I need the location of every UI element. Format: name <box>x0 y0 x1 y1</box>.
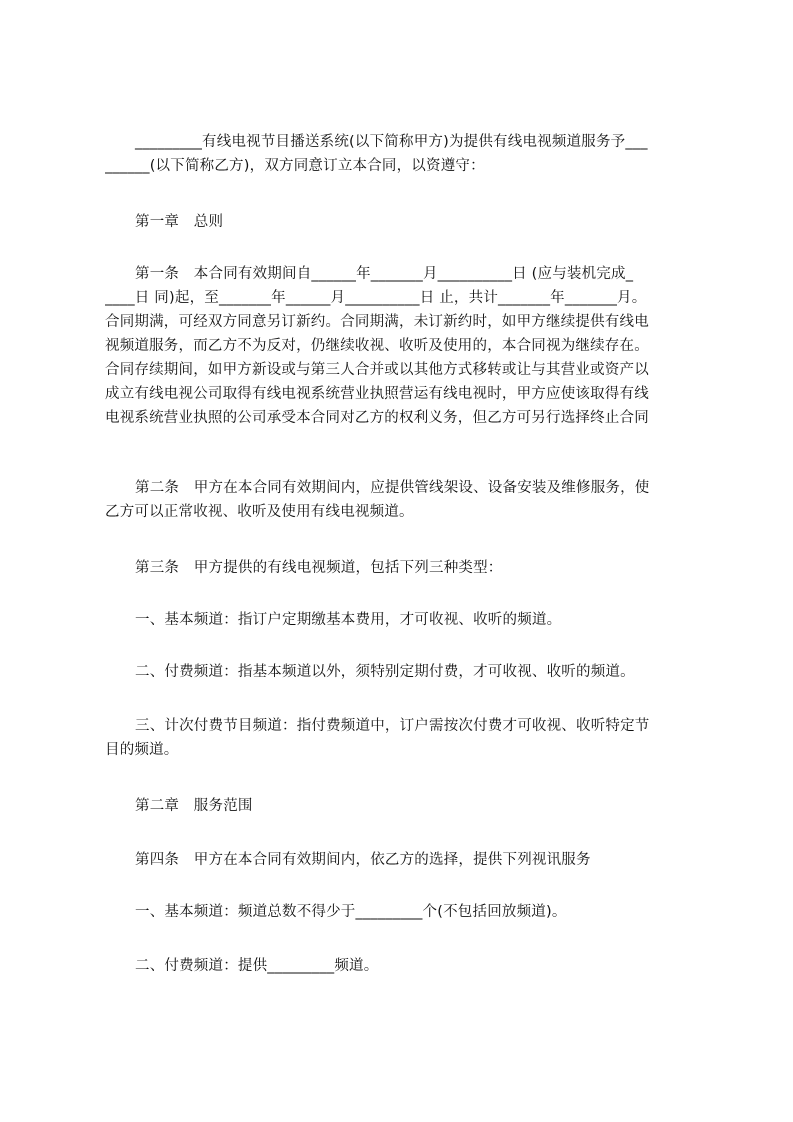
article-1-line: 视频道服务，而乙方不为反对，仍继续收视、收听及使用的，本合同视为继续存在。 <box>105 338 649 354</box>
item-ppv-line: 三、计次付费节目频道：指付费频道中，订户需按次付费才可收视、收听特定节 <box>135 718 650 734</box>
article-1-paragraph <box>105 262 700 430</box>
article-2-paragraph <box>105 476 700 524</box>
article-3-paragraph <box>105 556 700 580</box>
chapter-1-heading <box>105 210 700 234</box>
article-2-line: 第二条 甲方在本合同有效期间内，应提供管线架设、设备安装及维修服务，使 <box>135 480 650 496</box>
article-2-line: 乙方可以正常收视、收听及使用有线电视频道。 <box>105 504 414 520</box>
service-basic-channel <box>105 900 700 924</box>
article-1-line: 成立有线电视公司取得有线电视系统营业执照营运有线电视时，甲方应使该取得有线 <box>105 386 649 402</box>
chapter-2-title: 第二章 服务范围 <box>135 798 253 814</box>
article-1-line: 合同期满，可经双方同意另订新约。合同期满，未订新约时，如甲方继续提供有线电 <box>105 314 649 330</box>
item-pay-per-view <box>105 714 700 762</box>
item-pay-line: 二、付费频道：指基本频道以外，须特别定期付费，才可收视、收听的频道。 <box>135 664 635 680</box>
article-3-line: 第三条 甲方提供的有线电视频道，包括下列三种类型： <box>135 560 503 576</box>
item-ppv-line: 目的频道。 <box>105 742 179 758</box>
article-1-line: ____日 同)起，至_______年______月__________日 止，共计_______年_______月。 <box>105 290 647 306</box>
service-pay-channel <box>105 954 700 978</box>
intro-paragraph <box>105 130 700 178</box>
service-pay-line: 二、付费频道：提供_________频道。 <box>135 958 379 974</box>
article-1-line: 合同存续期间，如甲方新设或与第三人合并或以其他方式移转或让与其营业或资产以 <box>105 362 649 378</box>
article-4-line: 第四条 甲方在本合同有效期间内，依乙方的选择，提供下列视讯服务 <box>135 852 591 868</box>
service-basic-line: 一、基本频道：频道总数不得少于_________个(不包括回放频道)。 <box>135 904 567 920</box>
item-pay-channel <box>105 660 700 684</box>
article-4-paragraph <box>105 848 700 872</box>
chapter-2-heading <box>105 794 700 818</box>
intro-line-2: ______(以下简称乙方)，双方同意订立本合同，以资遵守： <box>105 158 485 174</box>
chapter-1-title: 第一章 总则 <box>135 214 224 230</box>
article-1-line: 电视系统营业执照的公司承受本合同对乙方的权利义务，但乙方可另行选择终止合同 <box>105 410 649 426</box>
item-basic-line: 一、基本频道：指订户定期缴基本费用，才可收视、收听的频道。 <box>135 612 562 628</box>
item-basic-channel <box>105 608 700 632</box>
intro-line-1: _________有线电视节目播送系统(以下简称甲方)为提供有线电视频道服务予___ <box>135 134 648 150</box>
article-1-line: 第一条 本合同有效期间自______年_______月__________日 (应与装机完成_ <box>135 266 634 282</box>
